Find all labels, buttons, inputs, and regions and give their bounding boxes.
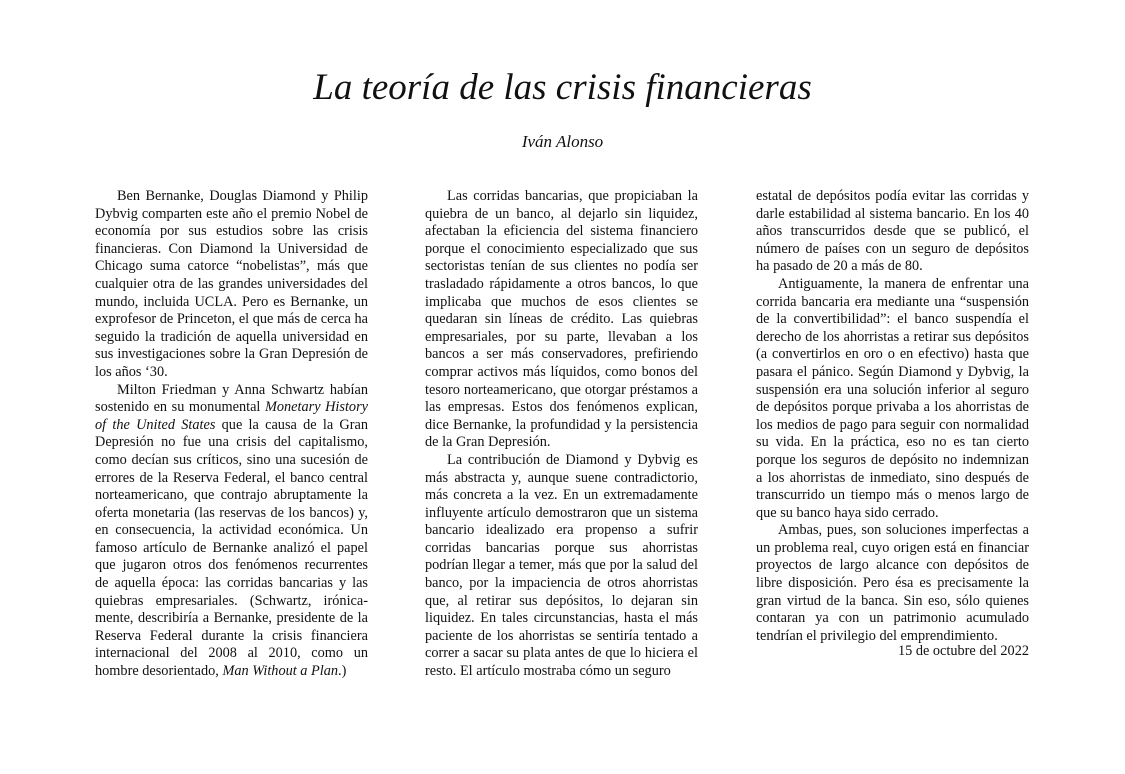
paragraph: Las corridas bancarias, que propiciaban la quiebra de un banco, al dejarlo sin liquidez, afectaban la eficiencia del sistema financiero porque el conocimiento especializado que sus sectoristas tenían de sus clientes no podía ser trasladado rápidamente a otros bancos, lo que implicaba que muchos de esos clientes se quedaran sin líneas de crédito. Las quiebras empresariales, por su parte, llevaban a los bancos a ser más conservadores, prefiriendo comprar activos más líquidos, como bonos del tesoro norteamericano, que otorgar préstamos a las empresas. Estos dos fenómenos explican, dice Bernanke, la profundidad y la persistencia de la Gran Depresión.: [425, 188, 698, 451]
column-1: [95, 188, 368, 681]
paragraph: Antiguamente, la manera de enfrentar una corrida bancaria era mediante una “suspensión de la convertibilidad”: el banco suspendía el derecho de los ahorristas a retirar sus depósitos (a convertirlos en oro o en efectivo) hasta que pasara el pánico. Según Diamond y Dybvig, la suspensión era una solución inferior al seguro de depósitos porque privaba a los ahorristas de los medios de pago para seguir con normalidad su vida. En la práctica, eso no es tan cierto porque los seguros de depósito no indemnizan a los ahorristas de inmediato, sino después de transcurrido un tiempo más o menos largo de que su banco haya sido cerrado.: [756, 275, 1029, 521]
paragraph: La contribución de Diamond y Dybvig es más abstracta y, aunque suene contradictorio, más concreta a la vez. En un extremadamente influyente artículo demostraron que un sistema bancario idealizado era propenso a sufrir corridas bancarias porque sus ahorristas podrían llegar a temer, más que por la salud del banco, por la impaciencia de otros ahorristas que, al retirar sus depósitos, lo dejaran sin liquidez. En tales circunstancias, hasta el más paciente de los ahorristas se sentiría tentado a correr a sacar su plata antes de que lo hiciera el resto. El artículo mostraba cómo un seguro: [425, 451, 698, 680]
paragraph: Ben Bernanke, Douglas Diamond y Philip Dybvig comparten este año el premio Nobel de economía por sus estudios sobre las crisis financieras. Con Diamond la Universidad de Chicago suma catorce “nobelistas”, más que cualquier otra de las grandes universidades del mundo, incluida UCLA. Pero es Bernanke, un exprofesor de Princeton, el que más de cerca ha seguido la tradición de aquella universidad en sus investigaciones sobre la Gran Depresión de los años ‘30.: [95, 188, 368, 380]
paragraph-text: que la causa de la Gran Depresión no fue una crisis del capitalismo, como decían sus críticos, sino una sucesión de errores de la Reserva Federal, el banco central norteamericano, que contrajo abruptamente la oferta monetaria (las reservas de los bancos) y, en consecuencia, la actividad económica. Un famoso artículo de Bernanke analizó el papel que jugaron otros dos fenómenos recurrentes de aquella época: las corridas bancarias y las quiebras empresariales. (Schwartz, irónicamente, describiría a Bernanke, presidente de la Reserva Federal durante la crisis financiera internacional del 2008 al 2010, como un hombre desorientado,: [95, 416, 369, 680]
paragraph-text: .): [338, 663, 347, 680]
article-title: La teoría de las crisis financieras: [313, 67, 812, 108]
book-title: Monetary History of the United States: [95, 399, 368, 433]
paragraph-text: Milton Friedman y Anna Schwartz habían sostenido en su monumental: [95, 381, 368, 416]
paragraph: estatal de depósitos podía evitar las corridas y darle estabilidad al sistema bancario. En los 40 años transcurridos desde que se publicó, el número de países con un seguro de depósitos ha pasado de 20 a más de 80.: [756, 188, 1029, 275]
column-3: [756, 188, 1029, 645]
publication-date: 15 de octubre del 2022: [897, 643, 1029, 659]
column-2: [425, 188, 698, 681]
book-title: Man Without a Plan: [222, 663, 339, 680]
article-author: Iván Alonso: [521, 132, 604, 151]
paragraph: Ambas, pues, son soluciones imperfectas a un problema real, cuyo origen está en financiar proyectos de largo alcance con depósitos de libre disposición. Pero ésa es precisamente la gran virtud de la banca. Sin eso, sólo quienes contaran ya con un patrimonio acumulado tendrían el privilegio del emprendimiento.: [756, 522, 1029, 644]
paragraph: [95, 382, 368, 681]
